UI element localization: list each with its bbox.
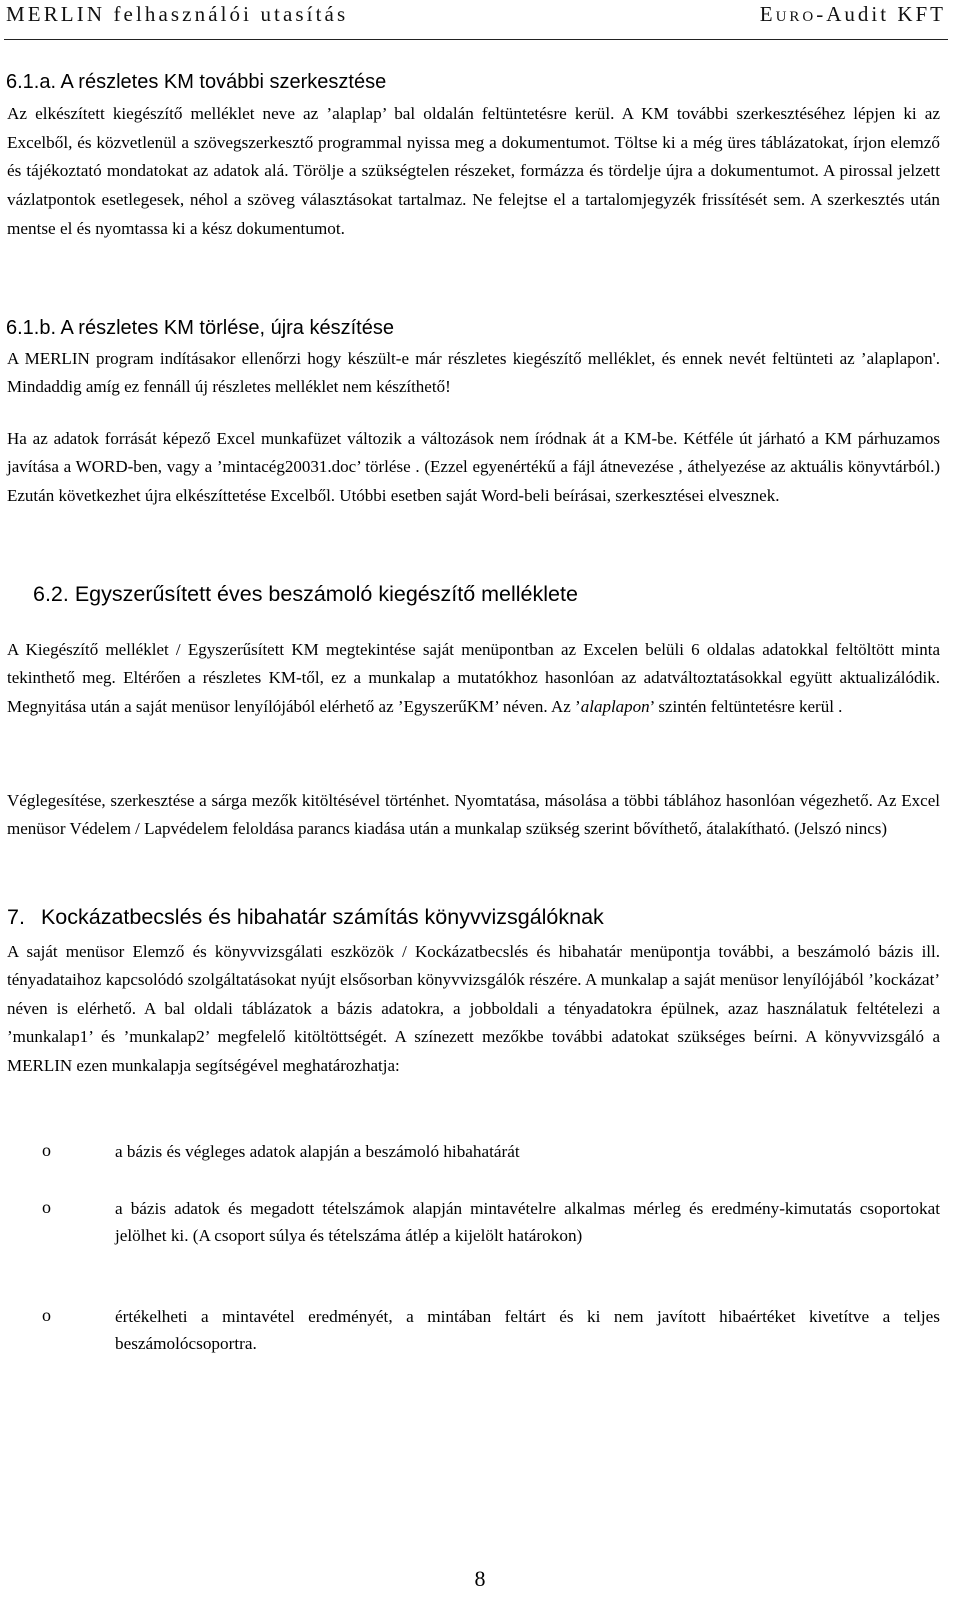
header-title: MERLIN felhasználói utasítás xyxy=(6,2,349,26)
section-6-2-paragraph-1: A Kiegészítő melléklet / Egyszerűsített KM megtekintése saját menüpontban az Excelen belüli 6 oldalas adatokkal feltöltött minta tekinthető meg. Eltérően a részletes KM-től, ez a munkalap a mutatókhoz hasonlóan az adatváltoztatásokkal együtt aktualizálódik. Megnyitása után a saját menüsor lenyílójából elérhető az ’EgyszerűKM’ néven. Az ’alaplapon’ szintén feltüntetésre kerül . xyxy=(7,640,940,716)
section-6-1-b-paragraph-2: Ha az adatok forrását képező Excel munkafüzet változik a változások nem íródnak át a KM-be. Kétféle út járható a KM párhuzamos javítása a WORD-ben, vagy a ’mintacég20031.doc’ törlése . (Ezzel egyenértékű a fájl átnevezése , áthelyezése az aktuális könyvtárból.) Ezután következhet újra elkészíttetése Excelből. Utóbbi esetben saját Word-beli beírásai, szerkesztései elvesznek. xyxy=(7,429,940,505)
list-item: a bázis adatok és megadott tételszámok alapján mintavételre alkalmas mérleg és eredmény-kimutatás csoportokat jelölhet ki. (A csoport súlya és tételszáma átlép a kijelölt határokon) xyxy=(115,1199,940,1245)
bullet-marker: o xyxy=(42,1140,51,1160)
section-6-2-paragraph-2: Véglegesítése, szerkesztése a sárga mezők kitöltésével történhet. Nyomtatása, másolása a többi táblához hasonlóan végezhető. Az Excel menüsor Védelem / Lapvédelem feloldása parancs kiadása után a munkalap szükség szerint bővíthető, átalakítható. (Jelszó nincs) xyxy=(7,791,940,839)
bullet-marker: o xyxy=(42,1197,51,1217)
section-6-1-a-paragraph: Az elkészített kiegészítő melléklet neve az ’alaplap’ bal oldalán feltüntetésre kerül. A KM további szerkesztéséhez lépjen ki az Excelből, és közvetlenül a szövegszerkesztő programmal nyissa meg a dokumentumot. Töltse ki a még üres táblázatokat, írjon elemző és tájékoztató mondatokat az adatok alá. Törölje a szükségtelen részeket, formázza és tördelje újra a dokumentumot. A pirossal jelzett vázlatpontok esetlegesek, néhol a szöveg választásokat tartalmaz. Ne felejtse el a tartalomjegyzék frissítését sem. A szerkesztés után mentse el és nyomtassa ki a kész dokumentumot. xyxy=(7,104,940,238)
running-header xyxy=(6,0,946,30)
section-heading-6-1-a: 6.1.a. A részletes KM további szerkesztése xyxy=(6,71,387,93)
section-heading-6-2: 6.2. Egyszerűsített éves beszámoló kiegészítő melléklete xyxy=(33,582,578,606)
section-heading-7: 7. Kockázatbecslés és hibahatár számítás könyvvizsgálóknak xyxy=(7,905,604,929)
list-item: értékelheti a mintavétel eredményét, a mintában feltárt és ki nem javított hibaértéket kivetítve a teljes beszámolócsoportra. xyxy=(115,1307,940,1353)
header-company: EURO-Audit KFT xyxy=(759,2,946,26)
header-divider xyxy=(4,39,948,40)
bullet-marker: o xyxy=(42,1305,51,1325)
page-number: 8 xyxy=(474,1566,486,1591)
section-6-1-b-paragraph-1: A MERLIN program indításakor ellenőrzi hogy készült-e már részletes kiegészítő melléklet, és ennek nevét feltünteti az ’alaplapon'. Mindaddig amíg ez fennáll új részletes melléklet nem készíthető! xyxy=(7,349,940,397)
section-7-paragraph: A saját menüsor Elemző és könyvvizsgálati eszközök / Kockázatbecslés és hibahatár menüpontja további, a beszámoló bázis ill. tényadataihoz kapcsolódó szolgáltatásokat nyújt elsősorban könyvvizsgálók részére. A munkalap a saját menüsor lenyílójából ’kockázat’ néven is elérhető. A bal oldali táblázatok a bázis adatokra, a jobboldali a tényadatokra épülnek, azaz használatuk feltételezi a ’munkalap1’ és ’munkalap2’ megfelelő kitöltöttségét. A színezett mezőkbe további adatokat szükséges beírni. A könyvvizsgáló a MERLIN ezen munkalapja segítségével meghatározhatja: xyxy=(7,942,940,1075)
section-heading-6-1-b: 6.1.b. A részletes KM törlése, újra készítése xyxy=(6,317,394,339)
list-item: a bázis és végleges adatok alapján a beszámoló hibahatárát xyxy=(115,1142,520,1161)
